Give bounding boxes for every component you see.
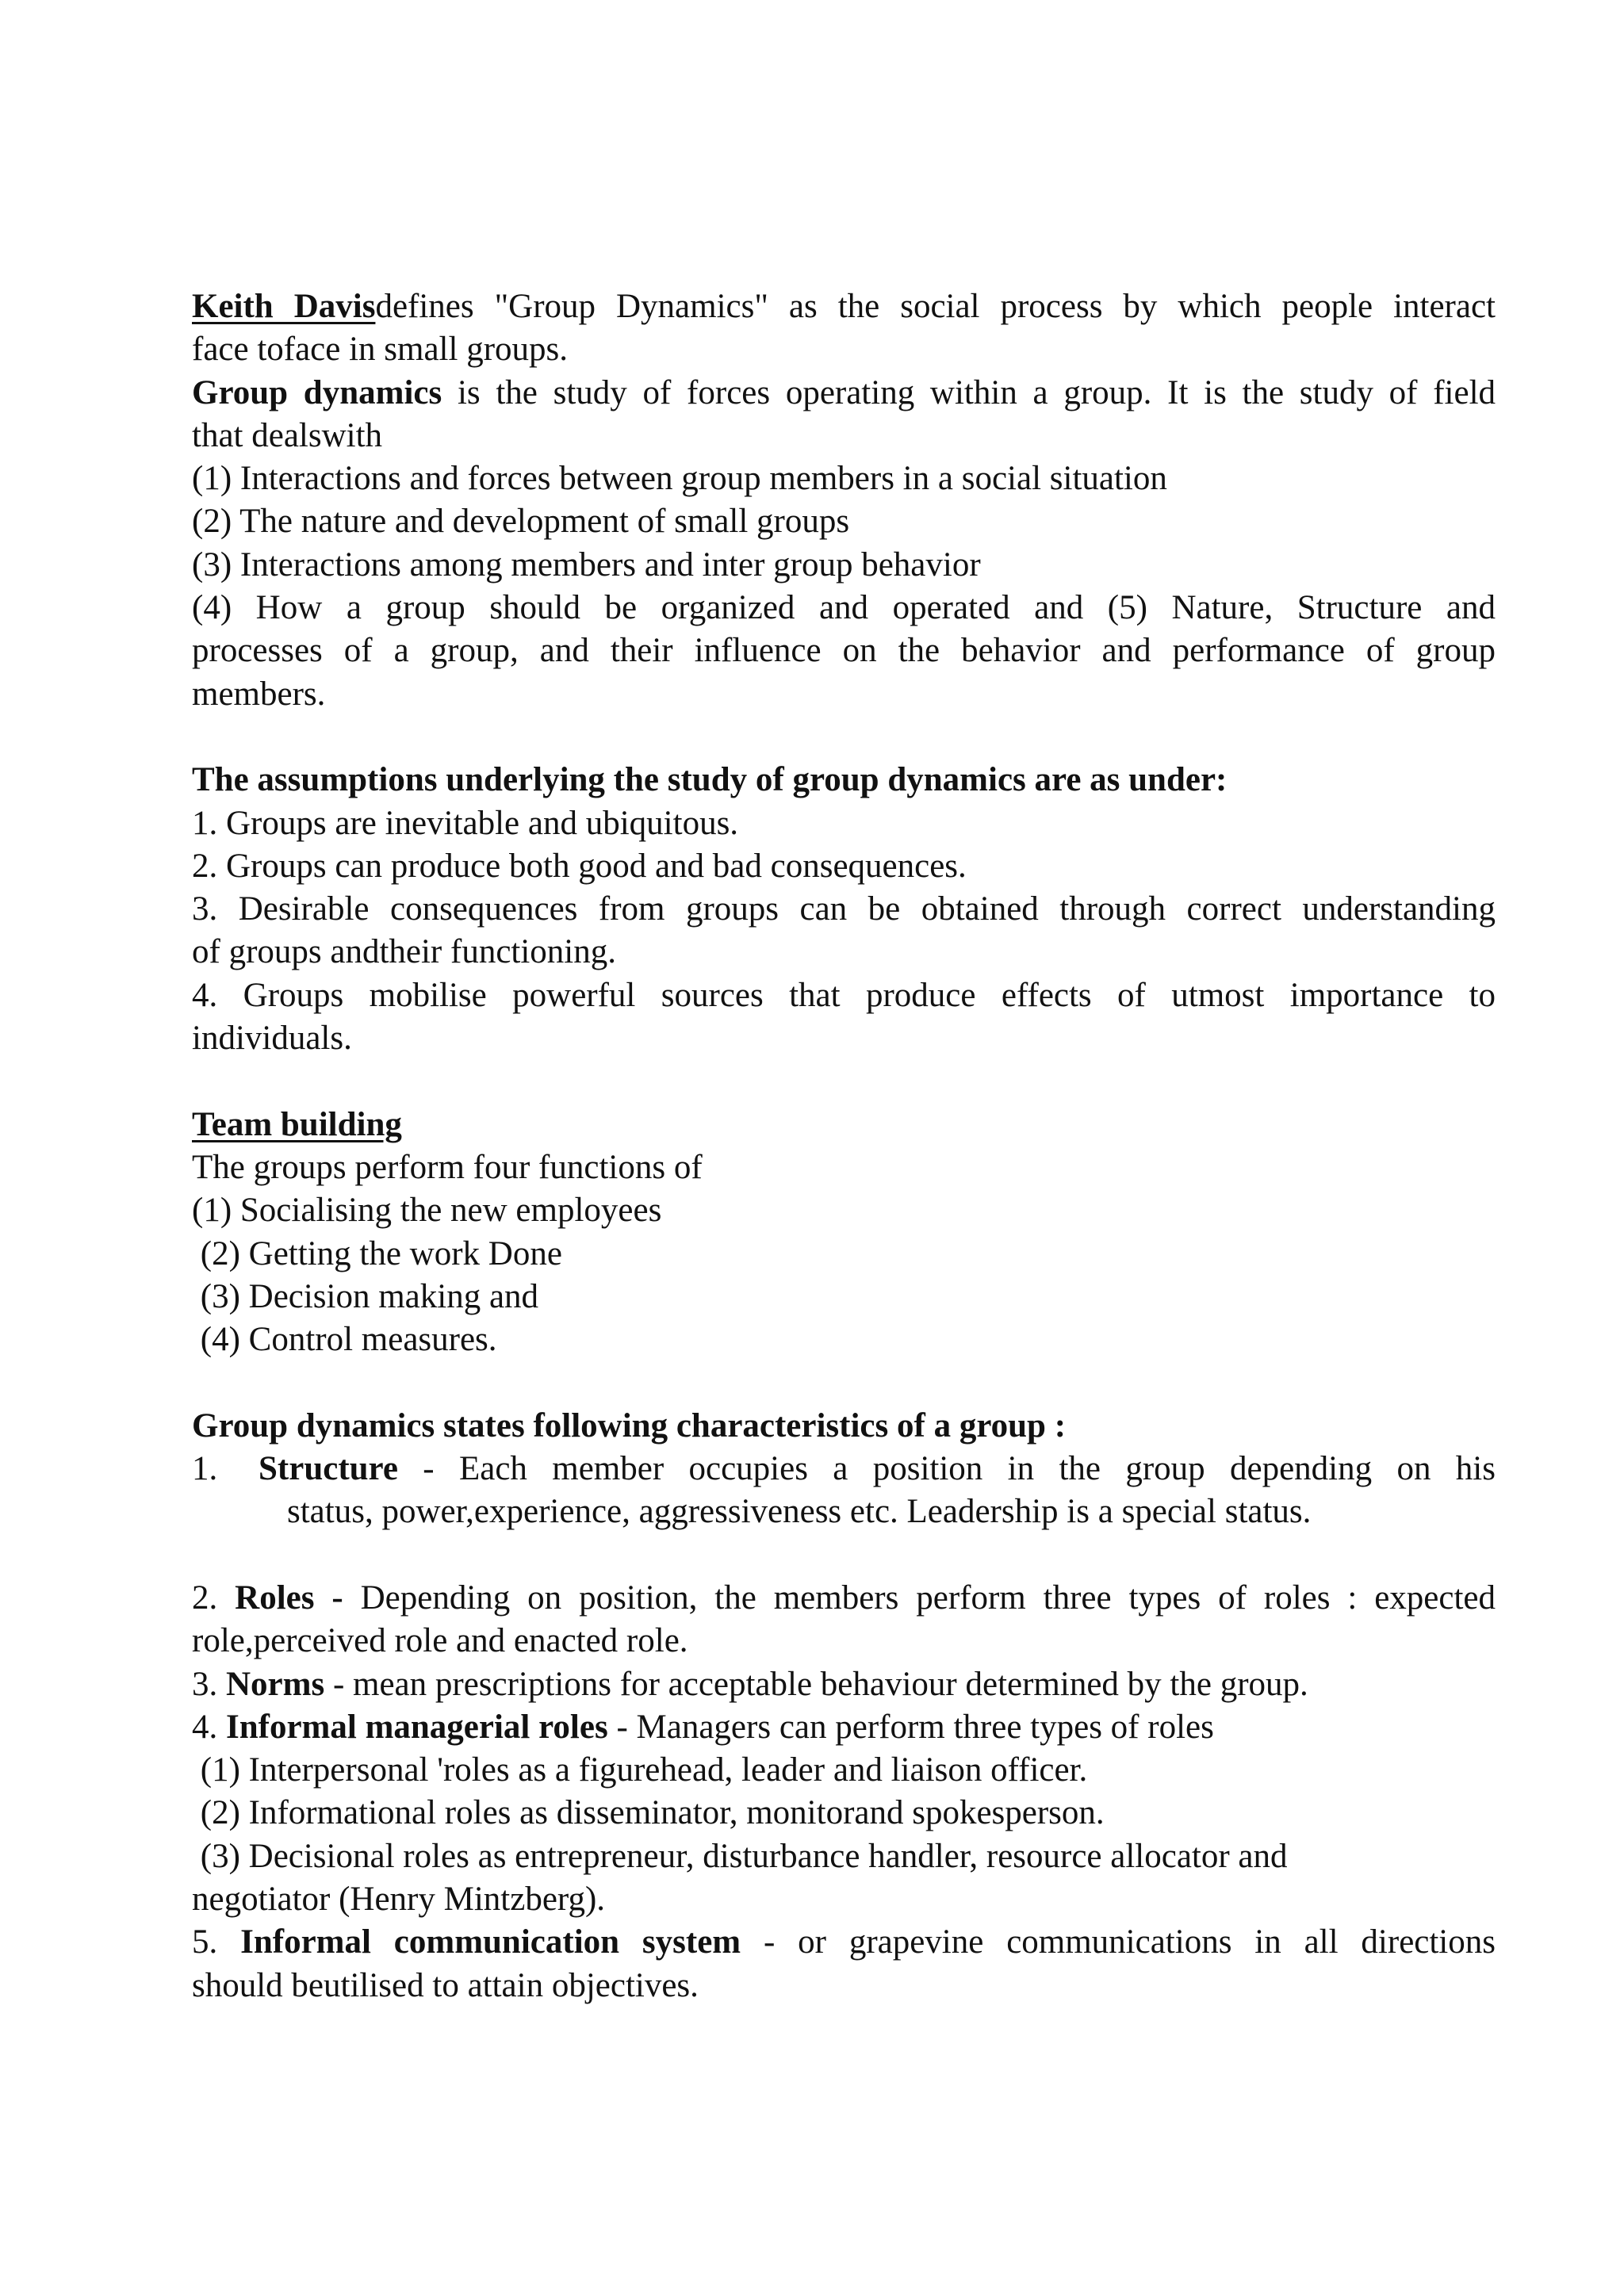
- definition-line-1: Group dynamics is the study of forces operating within a group. It is the study of field: [192, 373, 1496, 411]
- characteristic-2-line-2: role,perceived role and enacted role.: [192, 1622, 688, 1660]
- assumption-item-4-line-2: individuals.: [192, 1020, 352, 1058]
- list-item-4-line-3: members.: [192, 675, 326, 713]
- informal-managerial-roles-term: Informal managerial roles: [226, 1708, 608, 1746]
- characteristic-1-line-2: status, power,experience, aggressiveness etc. Leadership is a special status.: [287, 1493, 1312, 1531]
- spacer: [192, 1534, 1496, 1577]
- managerial-role-item: (2) Informational roles as disseminator, monitorand spokesperson.: [192, 1794, 1105, 1832]
- characteristic-5-line-2: should beutilised to attain objectives.: [192, 1966, 699, 2004]
- characteristic-5-line-1: 5. Informal communication system - or grapevine communications in all directions: [192, 1923, 1496, 1961]
- roles-term: Roles -: [235, 1578, 343, 1617]
- function-item: (4) Control measures.: [192, 1321, 497, 1359]
- list-item: (1) Interactions and forces between group members in a social situation: [192, 460, 1167, 498]
- assumption-item-4-line-1: 4. Groups mobilise powerful sources that produce effects of utmost importance to: [192, 976, 1496, 1014]
- structure-term: Structure: [259, 1450, 398, 1488]
- characteristic-3: 3. Norms - mean prescriptions for acceptable behaviour determined by the group.: [192, 1665, 1308, 1703]
- intro-line-1: Keith Davisdefines "Group Dynamics" as the social process by which people interact: [192, 288, 1496, 325]
- assumption-item: 2. Groups can produce both good and bad consequences.: [192, 847, 967, 885]
- norms-term: Norms: [226, 1665, 325, 1703]
- assumptions-heading: The assumptions underlying the study of group dynamics are as under:: [192, 761, 1228, 799]
- group-dynamics-term: Group dynamics: [192, 373, 442, 411]
- characteristic-2-line-1: 2. Roles - Depending on position, the members perform three types of roles : expected: [192, 1578, 1496, 1617]
- spacer: [192, 1060, 1496, 1103]
- team-building-intro: The groups perform four functions of: [192, 1148, 703, 1186]
- managerial-role-item-3-line-2: negotiator (Henry Mintzberg).: [192, 1880, 606, 1918]
- author-name: Keith Davis: [192, 288, 376, 325]
- assumption-item-3-line-1: 3. Desirable consequences from groups can be obtained through correct understanding: [192, 890, 1496, 928]
- list-item-4-line-2: processes of a group, and their influence on the behavior and performance of group: [192, 632, 1496, 670]
- function-item: (2) Getting the work Done: [192, 1234, 562, 1272]
- document-page: [192, 285, 1496, 2007]
- characteristics-heading: Group dynamics states following characteristics of a group :: [192, 1406, 1067, 1445]
- managerial-role-item: (1) Interpersonal 'roles as a figurehead, leader and liaison officer.: [192, 1751, 1088, 1789]
- assumption-item-3-line-2: of groups andtheir functioning.: [192, 933, 617, 971]
- characteristic-4: 4. Informal managerial roles - Managers can perform three types of roles: [192, 1708, 1214, 1746]
- intro-line-2: face toface in small groups.: [192, 331, 569, 369]
- spacer: [192, 716, 1496, 759]
- team-building-heading-row: [192, 1104, 1496, 1146]
- function-item: (3) Decision making and: [192, 1277, 539, 1315]
- characteristic-1-line-1: 1. Structure - Each member occupies a position in the group depending on his: [192, 1450, 1496, 1488]
- definition-line-2: that dealswith: [192, 416, 383, 454]
- function-item: (1) Socialising the new employees: [192, 1192, 662, 1230]
- list-item-4-line-1: (4) How a group should be organized and operated and (5) Nature, Structure and: [192, 589, 1496, 627]
- list-item: (2) The nature and development of small groups: [192, 503, 850, 541]
- spacer: [192, 1361, 1496, 1404]
- informal-communication-term: Informal communication system: [240, 1923, 741, 1961]
- managerial-role-item-3-line-1: (3) Decisional roles as entrepreneur, disturbance handler, resource allocator and: [192, 1837, 1288, 1875]
- assumption-item: 1. Groups are inevitable and ubiquitous.: [192, 804, 739, 842]
- list-item: (3) Interactions among members and inter group behavior: [192, 545, 981, 584]
- team-building-heading: Team building: [192, 1105, 402, 1143]
